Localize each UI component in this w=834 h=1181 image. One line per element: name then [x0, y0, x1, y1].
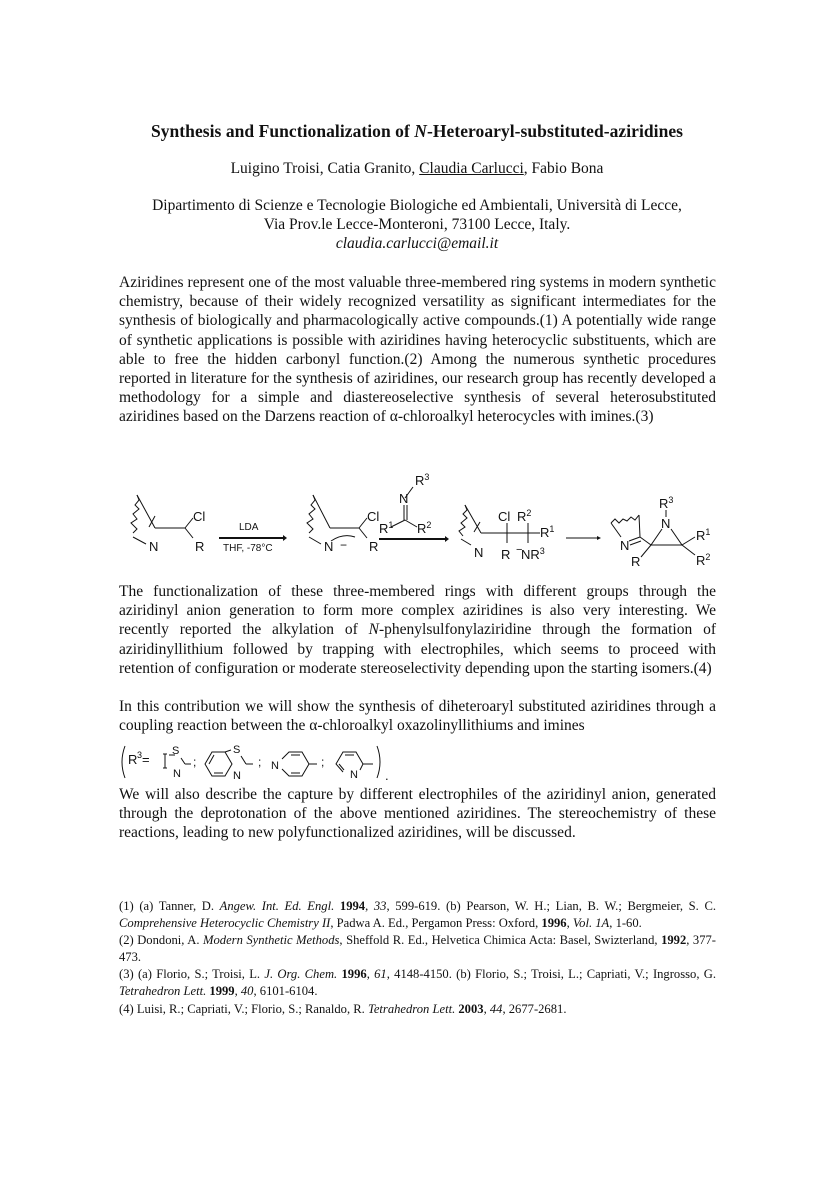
- reference-text: , 4148-4150. (b) Florio, S.; Troisi, L.; Capriati, V.; Ingrosso, G.: [386, 967, 716, 982]
- negative-charge: −: [340, 538, 348, 552]
- arrowhead: [597, 536, 601, 540]
- p2-text-post: -phenylsulfonylaziridine through the formation of aziridinyllithium followed by trapping with electrophiles, which seems to proceed with retention of configuration or moderate stereoselectivity depending upon the starting isomers.(4): [119, 621, 717, 677]
- atom-s: S: [233, 744, 241, 756]
- reaction-scheme: [115, 465, 725, 575]
- ring-bond: [309, 537, 321, 544]
- ring-bond: [313, 495, 330, 528]
- ring-bond: [639, 515, 640, 537]
- ring-bond: [461, 539, 471, 545]
- r3-prefix: R: [128, 752, 138, 767]
- reference-number: (4): [119, 1001, 137, 1016]
- wavy-ring-bond: [459, 505, 467, 536]
- label-nr3: $NR^3$: [521, 546, 545, 562]
- reference-text: ,: [566, 916, 573, 931]
- equals-sign: =: [142, 752, 150, 767]
- arrowhead: [445, 536, 449, 542]
- reference-text: ,: [366, 967, 375, 982]
- c-r2-bond: [682, 545, 695, 555]
- reference-text: , 2677-2681.: [502, 1001, 567, 1016]
- atom-n: N: [233, 770, 241, 782]
- reference-list: [119, 898, 716, 1018]
- reference-italic-text: J. Org. Chem.: [264, 967, 338, 982]
- label-r1: $R^1$: [379, 520, 394, 536]
- wavy-ring-bond: [307, 495, 315, 533]
- affiliation: [0, 196, 834, 253]
- label-r2: $R^2$: [696, 552, 711, 568]
- atom-cl: Cl: [498, 509, 511, 524]
- lithiated-intermediate: [307, 495, 367, 544]
- title-text-pre: Synthesis and Functionalization of: [150, 121, 415, 141]
- reference-italic-text: 61: [374, 967, 387, 982]
- r3-definition: [119, 742, 539, 782]
- atom-r: R: [195, 539, 205, 554]
- atom-r: R: [369, 539, 379, 554]
- label-r2: $R^2$: [417, 520, 432, 536]
- reference-text: Tanner, D.: [158, 899, 220, 913]
- reference-text: Luisi, R.; Capriati, V.; Florio, S.; Ranaldo, R.: [136, 1001, 368, 1016]
- reference-italic-text: Tetrahedron Lett.: [119, 984, 207, 999]
- ring-double-bond: [629, 537, 640, 541]
- negative-charge: −: [516, 544, 523, 556]
- reference-year: 1999: [209, 984, 235, 999]
- reference-italic-text: Angew. Int. Ed. Engl.: [219, 899, 335, 913]
- reference-item: [119, 898, 716, 932]
- atom-n: N: [350, 769, 358, 781]
- reference-text: Florio, S.; Troisi, L.: [156, 967, 265, 982]
- c-cl-bond: [359, 518, 367, 528]
- presenting-author: Claudia Carlucci: [419, 160, 524, 177]
- label-r2: $R^2$: [517, 508, 532, 524]
- title-text-post: -Heteroaryl-substituted-aziridines: [426, 121, 684, 141]
- reference-year: 1992: [661, 933, 687, 948]
- starting-heterocycle: [131, 495, 193, 544]
- atom-n-aziridine: N: [661, 516, 671, 531]
- atom-n: N: [149, 539, 159, 554]
- reference-year: 2003: [458, 1001, 484, 1016]
- affiliation-line-1: Dipartimento di Scienze e Tecnologie Biologiche ed Ambientali, Università di Lecce,: [152, 197, 682, 214]
- atom-n: N: [271, 760, 279, 772]
- reference-item: [119, 966, 716, 1000]
- affiliation-line-2: Via Prov.le Lecce-Monteroni, 73100 Lecce, Italy.: [263, 216, 571, 233]
- paragraph-functionalization: [119, 582, 716, 678]
- atom-n: N: [474, 545, 484, 560]
- reference-text: , 1-60.: [609, 916, 642, 931]
- p2-text-pre: The functionalization of these three-membered rings with different groups through the aziridinyl anion generation to form more complex aziridines is also very interesting. We recently reported the alkylation of: [119, 583, 716, 639]
- title-text-italic: N: [414, 121, 427, 141]
- c-r-bond: [641, 545, 651, 557]
- reference-text: , 377-473.: [119, 933, 716, 965]
- contact-email[interactable]: claudia.carlucci@email.it: [335, 235, 499, 252]
- reference-text: Dondoni, A.: [137, 933, 203, 948]
- atom-n: N: [399, 491, 409, 506]
- wavy-ring-bond: [611, 515, 639, 523]
- reference-number: (1) (a): [119, 899, 159, 913]
- author-names-end: , Fabio Bona: [523, 160, 604, 177]
- ring-bond: [137, 495, 155, 528]
- period: .: [385, 768, 389, 782]
- atom-r: R: [631, 554, 641, 569]
- label-r1: $R^1$: [696, 527, 711, 543]
- arrowhead: [283, 535, 287, 541]
- paper-title: [0, 121, 834, 142]
- reference-text: ,: [234, 984, 241, 999]
- reference-year: 1996: [341, 967, 367, 982]
- reagent-conditions: THF, -78°C: [223, 543, 273, 554]
- paragraph-electrophiles: We will also describe the capture by different electrophiles of the aziridinyl anion, generated through the deprotonation of the above mentioned aziridines. The stereochemistry of these reactions, leading to new polyfunctionalized aziridines, will be discussed.: [119, 786, 716, 842]
- reagent-lda: LDA: [239, 522, 259, 533]
- ring-bond: [465, 505, 481, 533]
- atom-r: R: [501, 547, 511, 562]
- atom-cl: Cl: [367, 509, 380, 524]
- reference-text: , Padwa A. Ed., Pergamon Press: Oxford,: [330, 916, 542, 931]
- benzothiazolyl-structure: [205, 750, 253, 776]
- label-r3: $R^3$: [659, 495, 674, 511]
- reference-number: (2): [119, 933, 138, 948]
- c-r2-bond: [405, 520, 417, 527]
- reference-year: 1994: [339, 899, 366, 913]
- aziridine-cn-bond: [651, 529, 662, 545]
- c-cl-bond: [185, 518, 193, 528]
- author-list: [0, 160, 834, 178]
- reference-italic-text: Modern Synthetic Methods: [203, 933, 340, 948]
- reference-text: , 599-619. (b) Pearson, W. H.; Lian, B. W.; Bergmeier, S. C.: [386, 899, 716, 913]
- wavy-ring-bond: [131, 495, 139, 533]
- paragraph-contribution: In this contribution we will show the synthesis of diheteroaryl substituted aziridines through a coupling reaction between the α-chloroalkyl oxazolinyllithiums and imines: [119, 698, 716, 735]
- reference-item: [119, 1001, 716, 1018]
- ring-bond: [611, 523, 621, 537]
- reference-italic-text: 33: [373, 899, 387, 913]
- reference-italic-text: Comprehensive Heterocyclic Chemistry II: [119, 916, 331, 931]
- author-names: Luigino Troisi, Catia Granito,: [230, 160, 420, 177]
- c-aziridine-bond: [640, 537, 651, 545]
- reference-italic-text: Tetrahedron Lett.: [367, 1001, 456, 1016]
- reference-number: (3) (a): [119, 967, 157, 982]
- r3-sup: 3: [137, 750, 143, 760]
- ring-bond: [133, 537, 146, 544]
- atom-n: N: [324, 539, 334, 554]
- reference-text: ,: [365, 899, 374, 913]
- c-r-bond: [359, 528, 367, 538]
- atom-cl: Cl: [193, 509, 206, 524]
- pyridin-4-yl-structure: [282, 752, 317, 776]
- paragraph-introduction: Aziridines represent one of the most valuable three-membered ring systems in modern synthetic chemistry, because of their widely recognized versatility as significant intermediates for the synthesis of biologically and pharmacologically active compounds.(1) A potentially wide range of synthetic applications is possible with aziridines having heterocyclic substituents, which are able to free the hidden carbonyl function.(2) Among the numerous synthetic procedures reported in literature for the synthesis of aziridines, our research group has recently developed a methodology for a simple and diastereoselective synthesis of several heterosubstituted aziridines based on the Darzens reaction of α-chloroalkyl heterocycles with imines.(3): [119, 274, 716, 426]
- atom-n: N: [620, 538, 630, 553]
- label-r3: $R^3$: [415, 472, 430, 488]
- atom-n: N: [173, 768, 181, 780]
- reference-italic-text: Vol. 1A: [572, 916, 610, 931]
- c-r-bond: [185, 528, 193, 538]
- aziridine-cn-bond: [671, 529, 682, 545]
- reference-text: , 6101-6104.: [253, 984, 318, 999]
- reference-italic-text: 44: [489, 1001, 503, 1016]
- separator: ;: [193, 755, 197, 769]
- c-r1-bond: [682, 537, 695, 545]
- reference-year: 1996: [541, 916, 567, 931]
- ring-double-bond: [630, 541, 641, 545]
- open-paren: [122, 746, 125, 778]
- reference-text: , Sheffold R. Ed., Helvetica Chimica Acta: Basel, Swizterland,: [339, 933, 662, 948]
- reference-item: [119, 932, 716, 966]
- reference-text: ,: [483, 1001, 490, 1016]
- separator: ;: [258, 755, 262, 769]
- reference-italic-text: 40: [240, 984, 254, 999]
- close-paren: [377, 746, 380, 778]
- p2-text-italic: N: [368, 621, 380, 639]
- separator: ;: [321, 755, 325, 769]
- label-r1: $R^1$: [540, 524, 555, 540]
- atom-s: S: [172, 745, 180, 757]
